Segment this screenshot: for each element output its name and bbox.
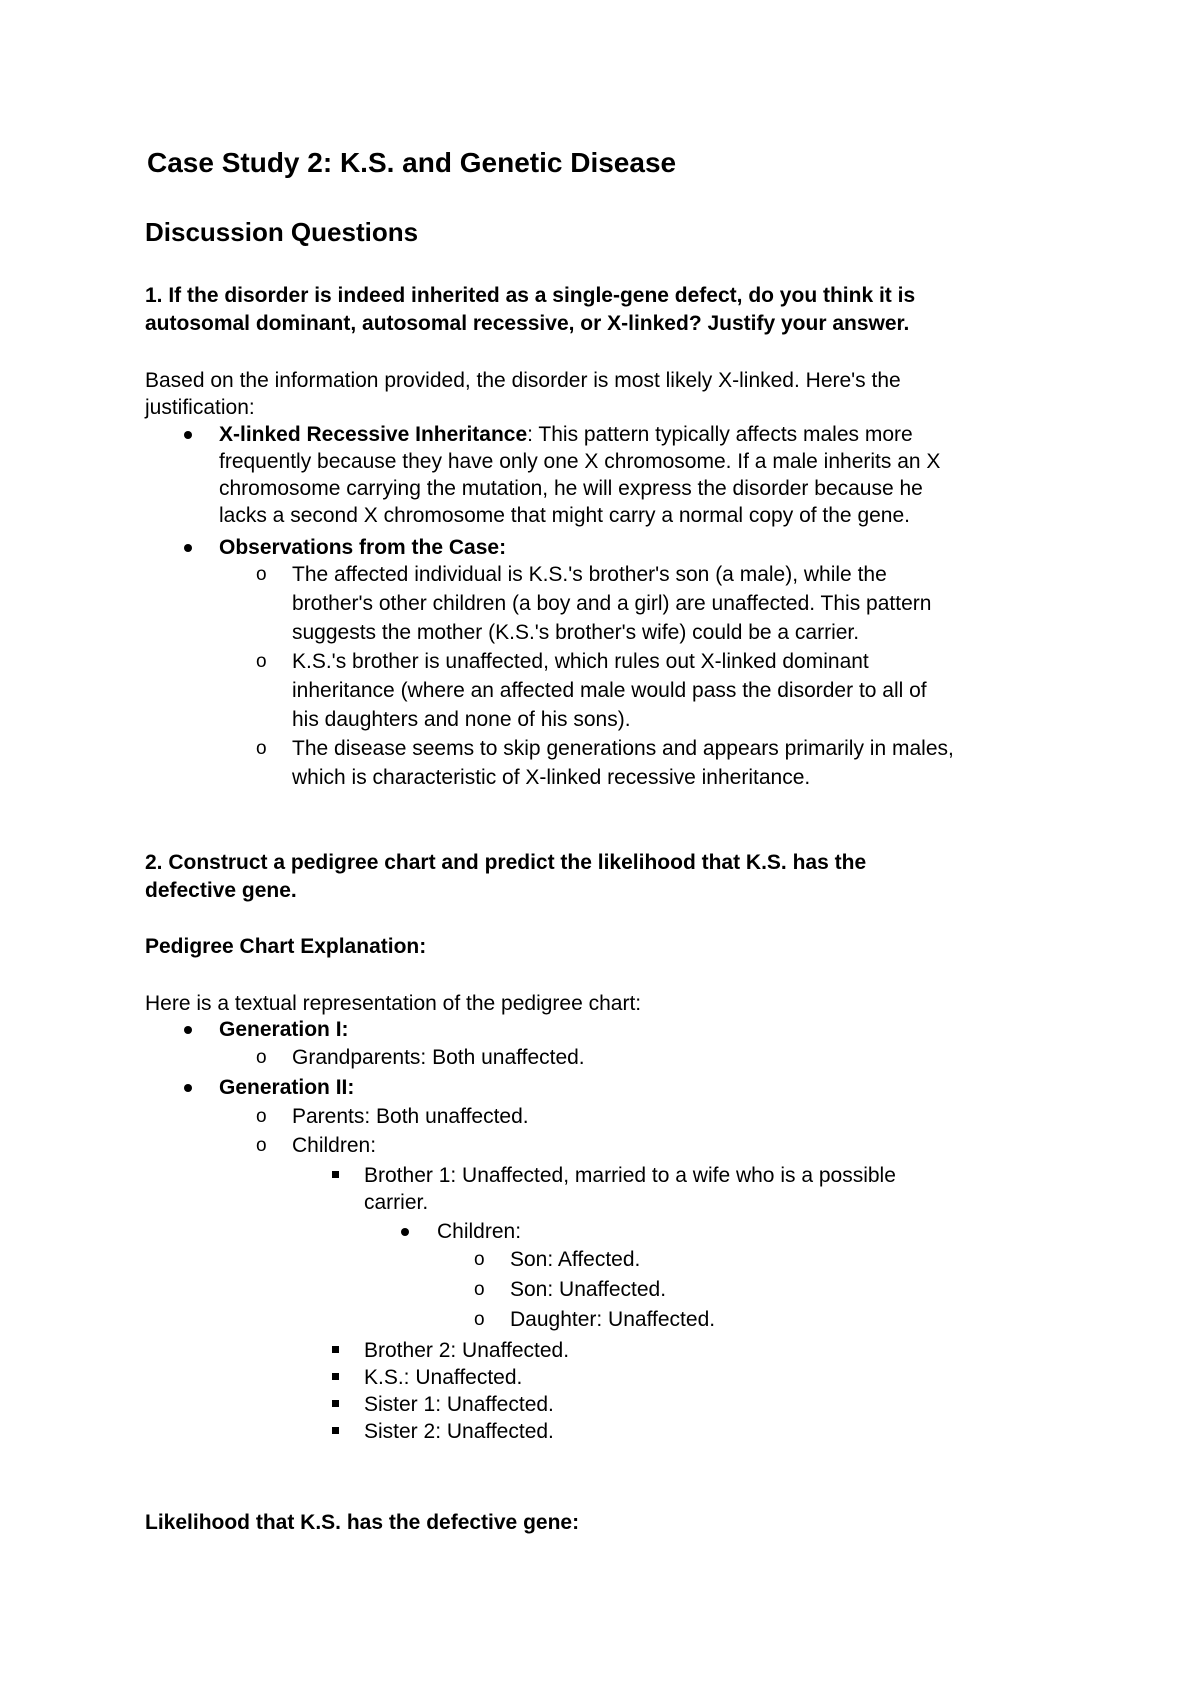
- bullet-icon: [184, 431, 192, 439]
- generation-2-label: Generation II:: [219, 1076, 355, 1099]
- generation-1-grandparents: Grandparents: Both unaffected.: [292, 1046, 585, 1069]
- observations-label: Observations from the Case:: [219, 536, 507, 559]
- discussion-heading: Discussion Questions: [145, 217, 419, 247]
- observation-2-line-3: his daughters and none of his sons).: [292, 708, 631, 731]
- square-bullet-icon: [332, 1346, 339, 1353]
- circle-bullet-icon: o: [256, 1047, 267, 1068]
- observation-1-line-3: suggests the mother (K.S.'s brother's wife) could be a carrier.: [292, 621, 860, 644]
- circle-bullet-icon: o: [256, 564, 267, 585]
- bullet-icon: [184, 544, 192, 552]
- circle-bullet-icon: o: [256, 1106, 267, 1127]
- square-bullet-icon: [332, 1373, 339, 1380]
- answer-1-intro-line-1: Based on the information provided, the disorder is most likely X-linked. Here's the: [145, 369, 901, 392]
- pedigree-intro: Here is a textual representation of the pedigree chart:: [145, 992, 642, 1015]
- circle-bullet-icon: o: [474, 1309, 485, 1330]
- square-bullet-icon: [332, 1400, 339, 1407]
- child-son-affected: Son: Affected.: [510, 1248, 641, 1271]
- brother-1-line-1: Brother 1: Unaffected, married to a wife who is a possible: [364, 1164, 896, 1187]
- circle-bullet-icon: o: [256, 1135, 267, 1156]
- generation-2-children-label: Children:: [292, 1134, 377, 1157]
- xlinked-paragraph-line-3: chromosome carrying the mutation, he will express the disorder because he: [219, 477, 923, 500]
- question-1-line-1: 1. If the disorder is indeed inherited as a single-gene defect, do you think it is: [145, 284, 916, 307]
- observation-3-line-1: The disease seems to skip generations and appears primarily in males,: [292, 737, 954, 760]
- bullet-icon: [184, 1026, 192, 1034]
- child-son-unaffected: Son: Unaffected.: [510, 1278, 667, 1301]
- generation-2-parents: Parents: Both unaffected.: [292, 1105, 529, 1128]
- xlinked-paragraph-line-1: [219, 421, 913, 448]
- xlinked-label: X-linked Recessive Inheritance: [219, 423, 528, 446]
- pedigree-explanation-heading: Pedigree Chart Explanation:: [145, 935, 427, 958]
- generation-1-label: Generation I:: [219, 1018, 349, 1041]
- observation-3-line-2: which is characteristic of X-linked recessive inheritance.: [292, 766, 811, 789]
- bullet-icon: [401, 1228, 409, 1236]
- observation-2-line-2: inheritance (where an affected male would pass the disorder to all of: [292, 679, 927, 702]
- square-bullet-icon: [332, 1171, 339, 1178]
- question-1-line-2: autosomal dominant, autosomal recessive, or X-linked? Justify your answer.: [145, 312, 910, 335]
- bullet-icon: [184, 1084, 192, 1092]
- sister-1: Sister 1: Unaffected.: [364, 1393, 554, 1416]
- observation-2-line-1: K.S.'s brother is unaffected, which rules out X-linked dominant: [292, 650, 869, 673]
- question-2-line-1: 2. Construct a pedigree chart and predict the likelihood that K.S. has the: [145, 851, 867, 874]
- xlinked-paragraph-line-2: frequently because they have only one X chromosome. If a male inherits an X: [219, 450, 941, 473]
- ks-status: K.S.: Unaffected.: [364, 1366, 523, 1389]
- answer-1-intro-line-2: justification:: [145, 396, 255, 419]
- circle-bullet-icon: o: [256, 651, 267, 672]
- brother-2: Brother 2: Unaffected.: [364, 1339, 570, 1362]
- observation-1-line-2: brother's other children (a boy and a girl) are unaffected. This pattern: [292, 592, 932, 615]
- xlinked-text: : This pattern typically affects males more: [527, 423, 913, 446]
- sister-2: Sister 2: Unaffected.: [364, 1420, 554, 1443]
- likelihood-heading: Likelihood that K.S. has the defective gene:: [145, 1511, 580, 1534]
- circle-bullet-icon: o: [256, 738, 267, 759]
- page-title: Case Study 2: K.S. and Genetic Disease: [147, 147, 677, 178]
- observation-1-line-1: The affected individual is K.S.'s brother's son (a male), while the: [292, 563, 887, 586]
- brother-1-line-2: carrier.: [364, 1191, 429, 1214]
- xlinked-paragraph-line-4: lacks a second X chromosome that might carry a normal copy of the gene.: [219, 504, 911, 527]
- square-bullet-icon: [332, 1427, 339, 1434]
- brother-1-children-label: Children:: [437, 1220, 522, 1243]
- circle-bullet-icon: o: [474, 1279, 485, 1300]
- circle-bullet-icon: o: [474, 1249, 485, 1270]
- child-daughter-unaffected: Daughter: Unaffected.: [510, 1308, 716, 1331]
- question-2-line-2: defective gene.: [145, 879, 297, 902]
